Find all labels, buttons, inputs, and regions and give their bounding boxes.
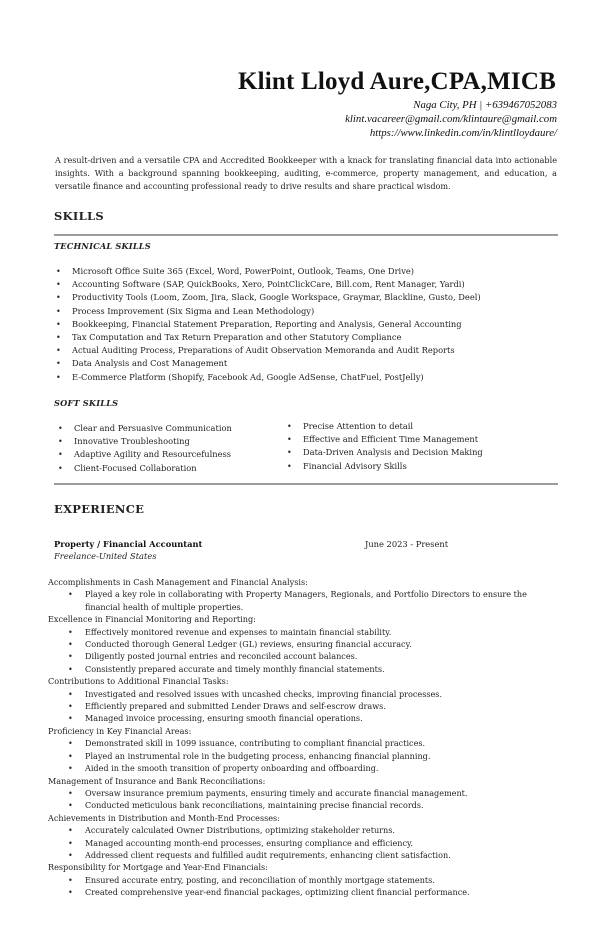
experience-bullet: • Ensured accurate entry, posting, and reconciliation of monthly mortgage statements.	[85, 874, 560, 886]
experience-bullet: • Oversaw insurance premium payments, ensuring timely and accurate financial management.	[85, 787, 560, 799]
experience-bullet: • Diligently posted journal entries and reconciled account balances.	[85, 650, 560, 662]
experience-bullet: • Demonstrated skill in 1099 issuance, contributing to compliant financial practices.	[85, 737, 560, 749]
skill-item: • Accounting Software (SAP, QuickBooks, Xero, PointClickCare, Bill.com, Rent Manager, Yardi)	[72, 278, 481, 291]
experience-bullet: • Addressed client requests and fulfilled audit requirements, enhancing client satisfaction.	[85, 849, 560, 861]
skill-item: • Innovative Troubleshooting	[74, 435, 232, 448]
skill-item: • Effective and Efficient Time Management	[303, 433, 483, 446]
experience-bullet-list	[48, 737, 560, 774]
experience-bullet: • Efficiently prepared and submitted Lender Draws and self-escrow draws.	[85, 700, 560, 712]
skill-item: • Client-Focused Collaboration	[74, 462, 232, 475]
experience-bullet-list	[48, 626, 560, 676]
job-location: Freelance-United States	[54, 551, 157, 561]
professional-summary: A result-driven and a versatile CPA and Accredited Bookkeeper with a knack for translating financial data into actionable insights. With a background spanning bookkeeping, auditing, e-commerce, property management, and education, a versatile finance and accounting professional ready to drive results and share practical wisdom.	[55, 155, 557, 192]
experience-details	[48, 576, 560, 899]
job-title: Property / Financial Accountant	[54, 539, 203, 549]
experience-group	[48, 861, 560, 898]
technical-skills-list	[72, 265, 481, 384]
skill-item: • E-Commerce Platform (Shopify, Facebook Ad, Google AdSense, ChatFuel, PostJelly)	[72, 371, 481, 384]
candidate-name: Klint Lloyd Aure,CPA,MICB	[238, 68, 556, 95]
experience-group-heading: Excellence in Financial Monitoring and Reporting:	[48, 614, 256, 625]
soft-skills-list-left	[74, 422, 232, 475]
skill-item: • Productivity Tools (Loom, Zoom, Jira, Slack, Google Workspace, Graymar, Blackline, Gusto, Deel)	[72, 291, 481, 304]
skill-item: • Adaptive Agility and Resourcefulness	[74, 448, 232, 461]
soft-skills-list-right	[303, 420, 483, 473]
experience-group	[48, 613, 560, 675]
linkedin-url: https://www.linkedin.com/in/klintlloydaure/	[369, 127, 557, 139]
job-date: June 2023 - Present	[365, 539, 449, 549]
experience-group	[48, 812, 560, 862]
experience-bullet: • Investigated and resolved issues with uncashed checks, improving financial processes.	[85, 688, 560, 700]
experience-bullet: • Effectively monitored revenue and expenses to maintain financial stability.	[85, 626, 560, 638]
skill-item: • Process Improvement (Six Sigma and Lean Methodology)	[72, 305, 481, 318]
experience-bullet: • Created comprehensive year-end financial packages, optimizing client financial performance.	[85, 886, 560, 898]
experience-heading: EXPERIENCE	[54, 502, 145, 516]
experience-group-heading: Accomplishments in Cash Management and Financial Analysis:	[48, 577, 308, 587]
experience-group-heading: Achievements in Distribution and Month-End Processes:	[48, 812, 280, 823]
soft-skills-heading: SOFT SKILLS	[54, 398, 119, 408]
skill-item: • Financial Advisory Skills	[303, 460, 483, 473]
experience-bullet-list	[48, 588, 560, 613]
experience-bullet: • Managed invoice processing, ensuring smooth financial operations.	[85, 712, 560, 724]
skill-item: • Bookkeeping, Financial Statement Preparation, Reporting and Analysis, General Accounting	[72, 318, 481, 331]
location-phone: Naga City, PH | +639467052083	[413, 99, 557, 111]
experience-bullet-list	[48, 787, 560, 812]
experience-bullet: • Played a key role in collaborating with Property Managers, Regionals, and Portfolio Directors to ensure the financial health of multiple properties.	[85, 588, 560, 613]
skill-item: • Data-Driven Analysis and Decision Making	[303, 446, 483, 459]
email-addresses: klint.vacareer@gmail.com/klintaure@gmail.com	[345, 113, 557, 125]
experience-bullet: • Conducted meticulous bank reconciliations, maintaining precise financial records.	[85, 799, 560, 811]
experience-bullet: • Played an instrumental role in the budgeting process, enhancing financial planning.	[85, 750, 560, 762]
skills-heading: SKILLS	[54, 209, 104, 223]
experience-bullet: • Consistently prepared accurate and timely monthly financial statements.	[85, 663, 560, 675]
experience-group	[48, 675, 560, 725]
experience-bullet: • Managed accounting month-end processes, ensuring compliance and efficiency.	[85, 837, 560, 849]
experience-group-heading: Responsibility for Mortgage and Year-End Financials:	[48, 862, 268, 873]
experience-bullet-list	[48, 688, 560, 725]
experience-group-heading: Management of Insurance and Bank Reconciliations:	[48, 775, 266, 786]
skill-item: • Tax Computation and Tax Return Preparation and other Statutory Compliance	[72, 331, 481, 344]
section-divider	[54, 483, 558, 485]
skill-item: • Clear and Persuasive Communication	[74, 422, 232, 435]
experience-bullet: • Aided in the smooth transition of property onboarding and offboarding.	[85, 762, 560, 774]
section-divider	[54, 234, 558, 236]
skill-item: • Data Analysis and Cost Management	[72, 357, 481, 370]
experience-bullet-list	[48, 824, 560, 861]
experience-bullet-list	[48, 874, 560, 899]
skill-item: • Actual Auditing Process, Preparations of Audit Observation Memoranda and Audit Reports	[72, 344, 481, 357]
experience-group-heading: Proficiency in Key Financial Areas:	[48, 725, 192, 736]
skill-item: • Microsoft Office Suite 365 (Excel, Word, PowerPoint, Outlook, Teams, One Drive)	[72, 265, 481, 278]
technical-skills-heading: TECHNICAL SKILLS	[54, 241, 151, 251]
experience-group	[48, 576, 560, 613]
skill-item: • Precise Attention to detail	[303, 420, 483, 433]
experience-group	[48, 775, 560, 812]
experience-group-heading: Contributions to Additional Financial Tasks:	[48, 676, 229, 687]
experience-bullet: • Conducted thorough General Ledger (GL) reviews, ensuring financial accuracy.	[85, 638, 560, 650]
experience-group	[48, 725, 560, 775]
experience-bullet: • Accurately calculated Owner Distributions, optimizing stakeholder returns.	[85, 824, 560, 836]
